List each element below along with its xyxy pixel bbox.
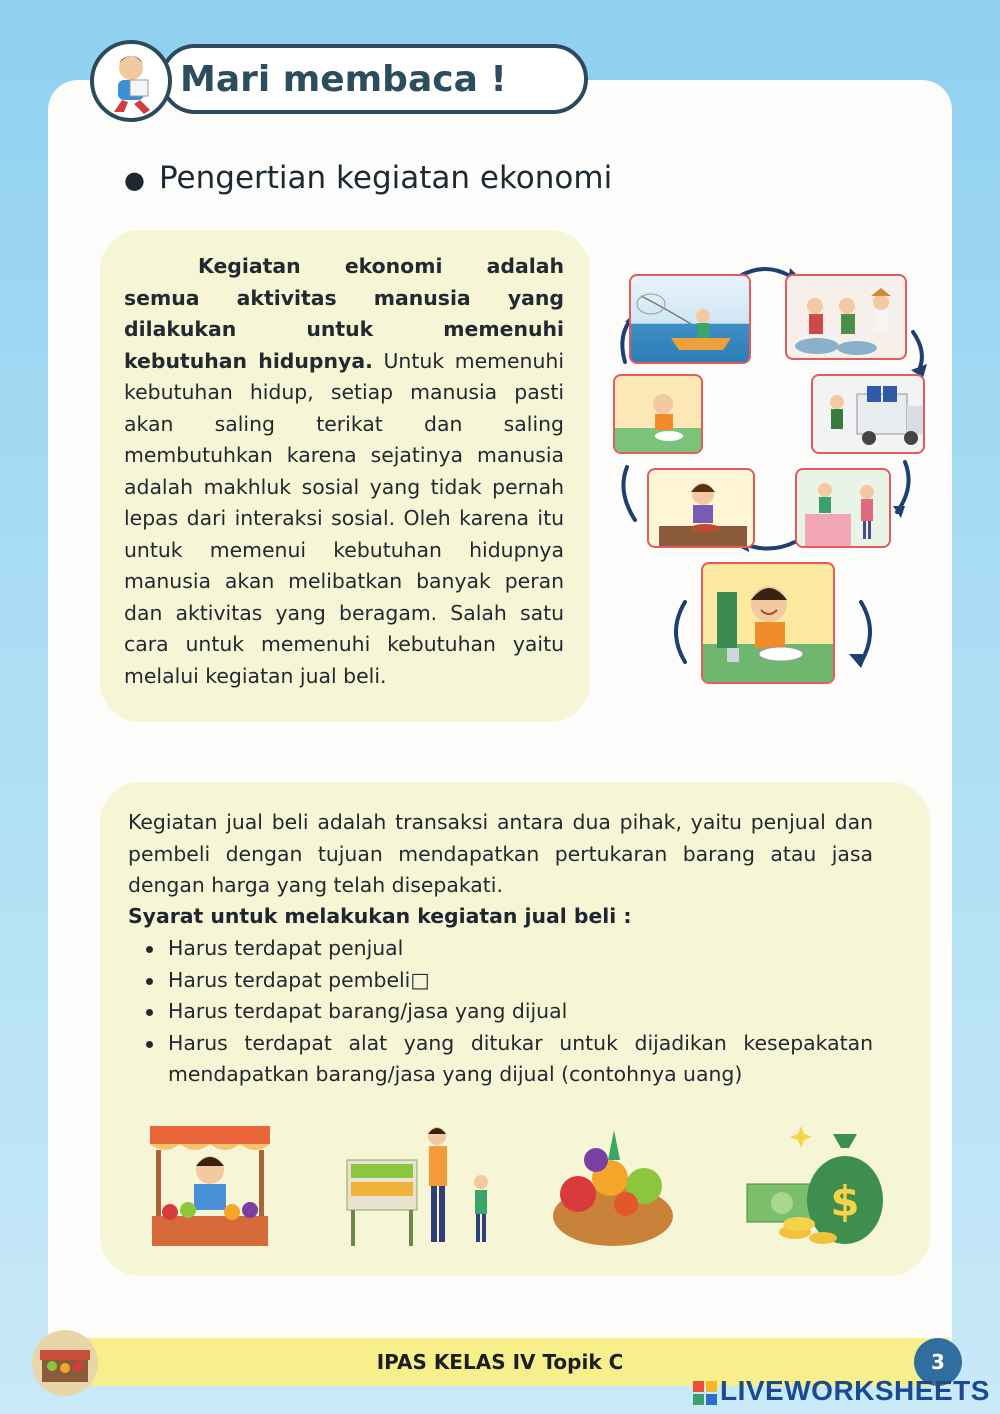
cycle-arrow-icon	[861, 602, 870, 662]
market-stall-image	[795, 468, 891, 548]
page-title: Mari membaca !	[180, 59, 507, 100]
money-icon	[745, 1120, 885, 1255]
economic-cycle-illustration	[605, 262, 935, 692]
list-item: Harus terdapat pembeli□	[140, 965, 873, 997]
fishing-image	[629, 274, 751, 364]
requirements-heading: Syarat untuk melakukan kegiatan jual beli :	[128, 904, 632, 928]
requirements-illustrations	[140, 1120, 900, 1255]
definition-bold: Kegiatan ekonomi adalah semua aktivitas manusia yang dilakukan untuk memenuhi kebutuhan hidupnya.	[124, 254, 564, 373]
page-number: 3	[914, 1338, 962, 1386]
definition-body: Untuk memenuhi kebutuhan hidup, setiap manusia pasti akan saling terikat dan saling membutuhkan karena sejatinya manusia adalah makhluk sosial yang tidak pernah lepas dari interaksi sosial. Oleh karena itu untuk memenui kebutuhan hidupnya manusia akan melibatkan banyak peran dan aktivitas yang beragam. Salah satu cara untuk memenuhi kebutuhan yaitu melalui kegiatan jual beli.	[124, 348, 564, 688]
bullet-icon: ●	[124, 166, 145, 194]
section-heading	[124, 158, 612, 198]
requirements-list	[140, 933, 873, 1091]
watermark	[692, 1374, 990, 1408]
delivery-truck-image	[811, 374, 925, 454]
market-logo-icon	[32, 1330, 98, 1396]
reading-child-icon	[90, 40, 172, 122]
list-item: Harus terdapat barang/jasa yang dijual	[140, 996, 873, 1028]
cooking-image	[647, 468, 755, 548]
section-heading-text: Pengertian kegiatan ekonomi	[158, 160, 613, 196]
trade-definition: Kegiatan jual beli adalah transaksi antara dua pihak, yaitu penjual dan pembeli dengan tujuan mendapatkan pertukaran barang atau jasa dengan harga yang telah disepakati.	[128, 810, 873, 897]
list-item: Harus terdapat alat yang ditukar untuk dijadikan kesepakatan mendapatkan barang/jasa yang dijual (contohnya uang)	[140, 1028, 873, 1091]
svg-text:$: $	[830, 1177, 860, 1226]
seller-icon	[140, 1120, 280, 1255]
buyer-icon	[345, 1120, 485, 1255]
cycle-arrow-icon	[913, 332, 922, 370]
fish-market-image	[785, 274, 907, 360]
definition-text	[124, 251, 564, 692]
cycle-arrow-icon	[676, 602, 685, 662]
watermark-text: LIVEWORKSHEETS	[720, 1375, 990, 1406]
liveworksheets-logo-icon	[692, 1380, 718, 1406]
happy-eating-image	[701, 562, 835, 684]
fruit-basket-icon	[548, 1120, 688, 1255]
list-item: Harus terdapat penjual	[140, 933, 873, 965]
footer-title: IPAS KELAS IV Topik C	[376, 1350, 624, 1374]
cycle-arrow-icon	[897, 462, 909, 512]
eating-child-image	[613, 374, 703, 454]
cycle-arrow-icon	[623, 467, 635, 520]
